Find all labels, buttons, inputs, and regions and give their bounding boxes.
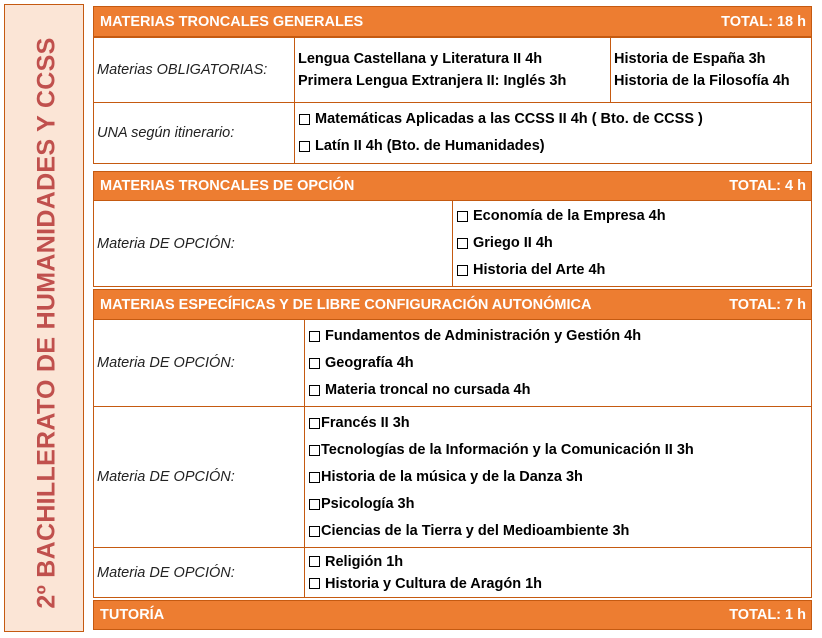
row-obligatorias bbox=[93, 37, 812, 103]
section-total: TOTAL: 4 h bbox=[729, 178, 806, 194]
option-label: Fundamentos de Administración y Gestión 4h bbox=[325, 327, 642, 344]
section-header-opcion bbox=[93, 171, 812, 201]
option-item[interactable] bbox=[309, 437, 811, 464]
section-title: MATERIAS TRONCALES DE OPCIÓN bbox=[100, 178, 355, 194]
option-item[interactable] bbox=[309, 350, 811, 377]
option-label: Psicología 3h bbox=[321, 495, 415, 512]
option-label: Geografía 4h bbox=[325, 354, 414, 371]
option-label: Historia del Arte 4h bbox=[473, 262, 606, 278]
option-item[interactable] bbox=[299, 106, 811, 133]
row-label: Materia DE OPCIÓN: bbox=[97, 564, 235, 581]
opcion-options bbox=[452, 201, 811, 286]
option-item[interactable] bbox=[309, 491, 811, 518]
row-especificas-3 bbox=[93, 548, 812, 598]
option-label: Ciencias de la Tierra y del Medioambiente 3h bbox=[321, 522, 630, 539]
section-header-tutoria bbox=[93, 600, 812, 630]
section-header-generales bbox=[93, 6, 812, 37]
checkbox-icon[interactable] bbox=[309, 578, 320, 589]
option-label: Francés II 3h bbox=[321, 414, 410, 431]
especificas-options-1 bbox=[304, 320, 811, 406]
option-item[interactable] bbox=[457, 203, 811, 230]
section-title: MATERIAS ESPECÍFICAS Y DE LIBRE CONFIGURACIÓN AUTONÓMICA bbox=[100, 296, 592, 313]
section-total: TOTAL: 7 h bbox=[729, 296, 806, 313]
checkbox-icon[interactable] bbox=[457, 211, 468, 222]
section-total: TOTAL: 18 h bbox=[721, 13, 806, 30]
option-label: Griego II 4h bbox=[473, 235, 553, 251]
row-label: Materia DE OPCIÓN: bbox=[97, 235, 235, 252]
row-opcion bbox=[93, 201, 812, 287]
section-total: TOTAL: 1 h bbox=[729, 607, 806, 623]
obligatorias-col2 bbox=[610, 38, 811, 102]
option-label: Latín II 4h (Bto. de Humanidades) bbox=[315, 138, 545, 154]
side-banner bbox=[4, 4, 84, 632]
option-label: Tecnologías de la Información y la Comunicación II 3h bbox=[321, 441, 694, 458]
row-label: Materia DE OPCIÓN: bbox=[97, 469, 235, 485]
section-title: MATERIAS TRONCALES GENERALES bbox=[100, 13, 364, 30]
option-item[interactable] bbox=[309, 551, 811, 573]
option-item[interactable] bbox=[457, 230, 811, 257]
option-item[interactable] bbox=[309, 518, 811, 545]
especificas-options-3 bbox=[304, 548, 811, 597]
checkbox-icon[interactable] bbox=[309, 358, 320, 369]
option-item[interactable] bbox=[299, 133, 811, 160]
checkbox-icon[interactable] bbox=[309, 556, 320, 567]
subject-item: Lengua Castellana y Literatura II 4h bbox=[298, 51, 543, 67]
checkbox-icon[interactable] bbox=[309, 499, 320, 510]
checkbox-icon[interactable] bbox=[299, 141, 310, 152]
obligatorias-col1 bbox=[294, 38, 610, 102]
itinerario-options bbox=[294, 103, 811, 163]
subject-item: Historia de España 3h bbox=[614, 51, 766, 67]
section-title: TUTORÍA bbox=[100, 607, 165, 623]
option-item[interactable] bbox=[309, 377, 811, 404]
checkbox-icon[interactable] bbox=[309, 472, 320, 483]
option-label: Religión 1h bbox=[325, 553, 404, 570]
checkbox-icon[interactable] bbox=[457, 238, 468, 249]
row-label: UNA según itinerario: bbox=[97, 125, 235, 141]
checkbox-icon[interactable] bbox=[299, 114, 310, 125]
especificas-options-2 bbox=[304, 407, 811, 547]
option-label: Matemáticas Aplicadas a las CCSS II 4h ( Bto. de CCSS ) bbox=[315, 111, 703, 127]
checkbox-icon[interactable] bbox=[457, 265, 468, 276]
option-label: Economía de la Empresa 4h bbox=[473, 208, 666, 224]
subject-item: Historia de la Filosofía 4h bbox=[614, 73, 790, 89]
option-label: Materia troncal no cursada 4h bbox=[325, 381, 531, 398]
checkbox-icon[interactable] bbox=[309, 445, 320, 456]
section-header-especificas bbox=[93, 289, 812, 320]
row-label: Materias OBLIGATORIAS: bbox=[97, 62, 268, 78]
checkbox-icon[interactable] bbox=[309, 331, 320, 342]
side-title: 2º BACHILLERATO DE HUMANIDADES Y CCSS bbox=[32, 37, 61, 609]
option-item[interactable] bbox=[309, 410, 811, 437]
option-item[interactable] bbox=[457, 257, 811, 284]
subject-item: Primera Lengua Extranjera II: Inglés 3h bbox=[298, 73, 567, 89]
checkbox-icon[interactable] bbox=[309, 418, 320, 429]
checkbox-icon[interactable] bbox=[309, 385, 320, 396]
option-label: Historia de la música y de la Danza 3h bbox=[321, 468, 583, 485]
option-item[interactable] bbox=[309, 323, 811, 350]
row-itinerario bbox=[93, 103, 812, 164]
option-label: Historia y Cultura de Aragón 1h bbox=[325, 575, 542, 592]
checkbox-icon[interactable] bbox=[309, 526, 320, 537]
row-especificas-2 bbox=[93, 407, 812, 548]
row-label: Materia DE OPCIÓN: bbox=[97, 355, 235, 371]
option-item[interactable] bbox=[309, 464, 811, 491]
option-item[interactable] bbox=[309, 573, 811, 595]
row-especificas-1 bbox=[93, 320, 812, 407]
